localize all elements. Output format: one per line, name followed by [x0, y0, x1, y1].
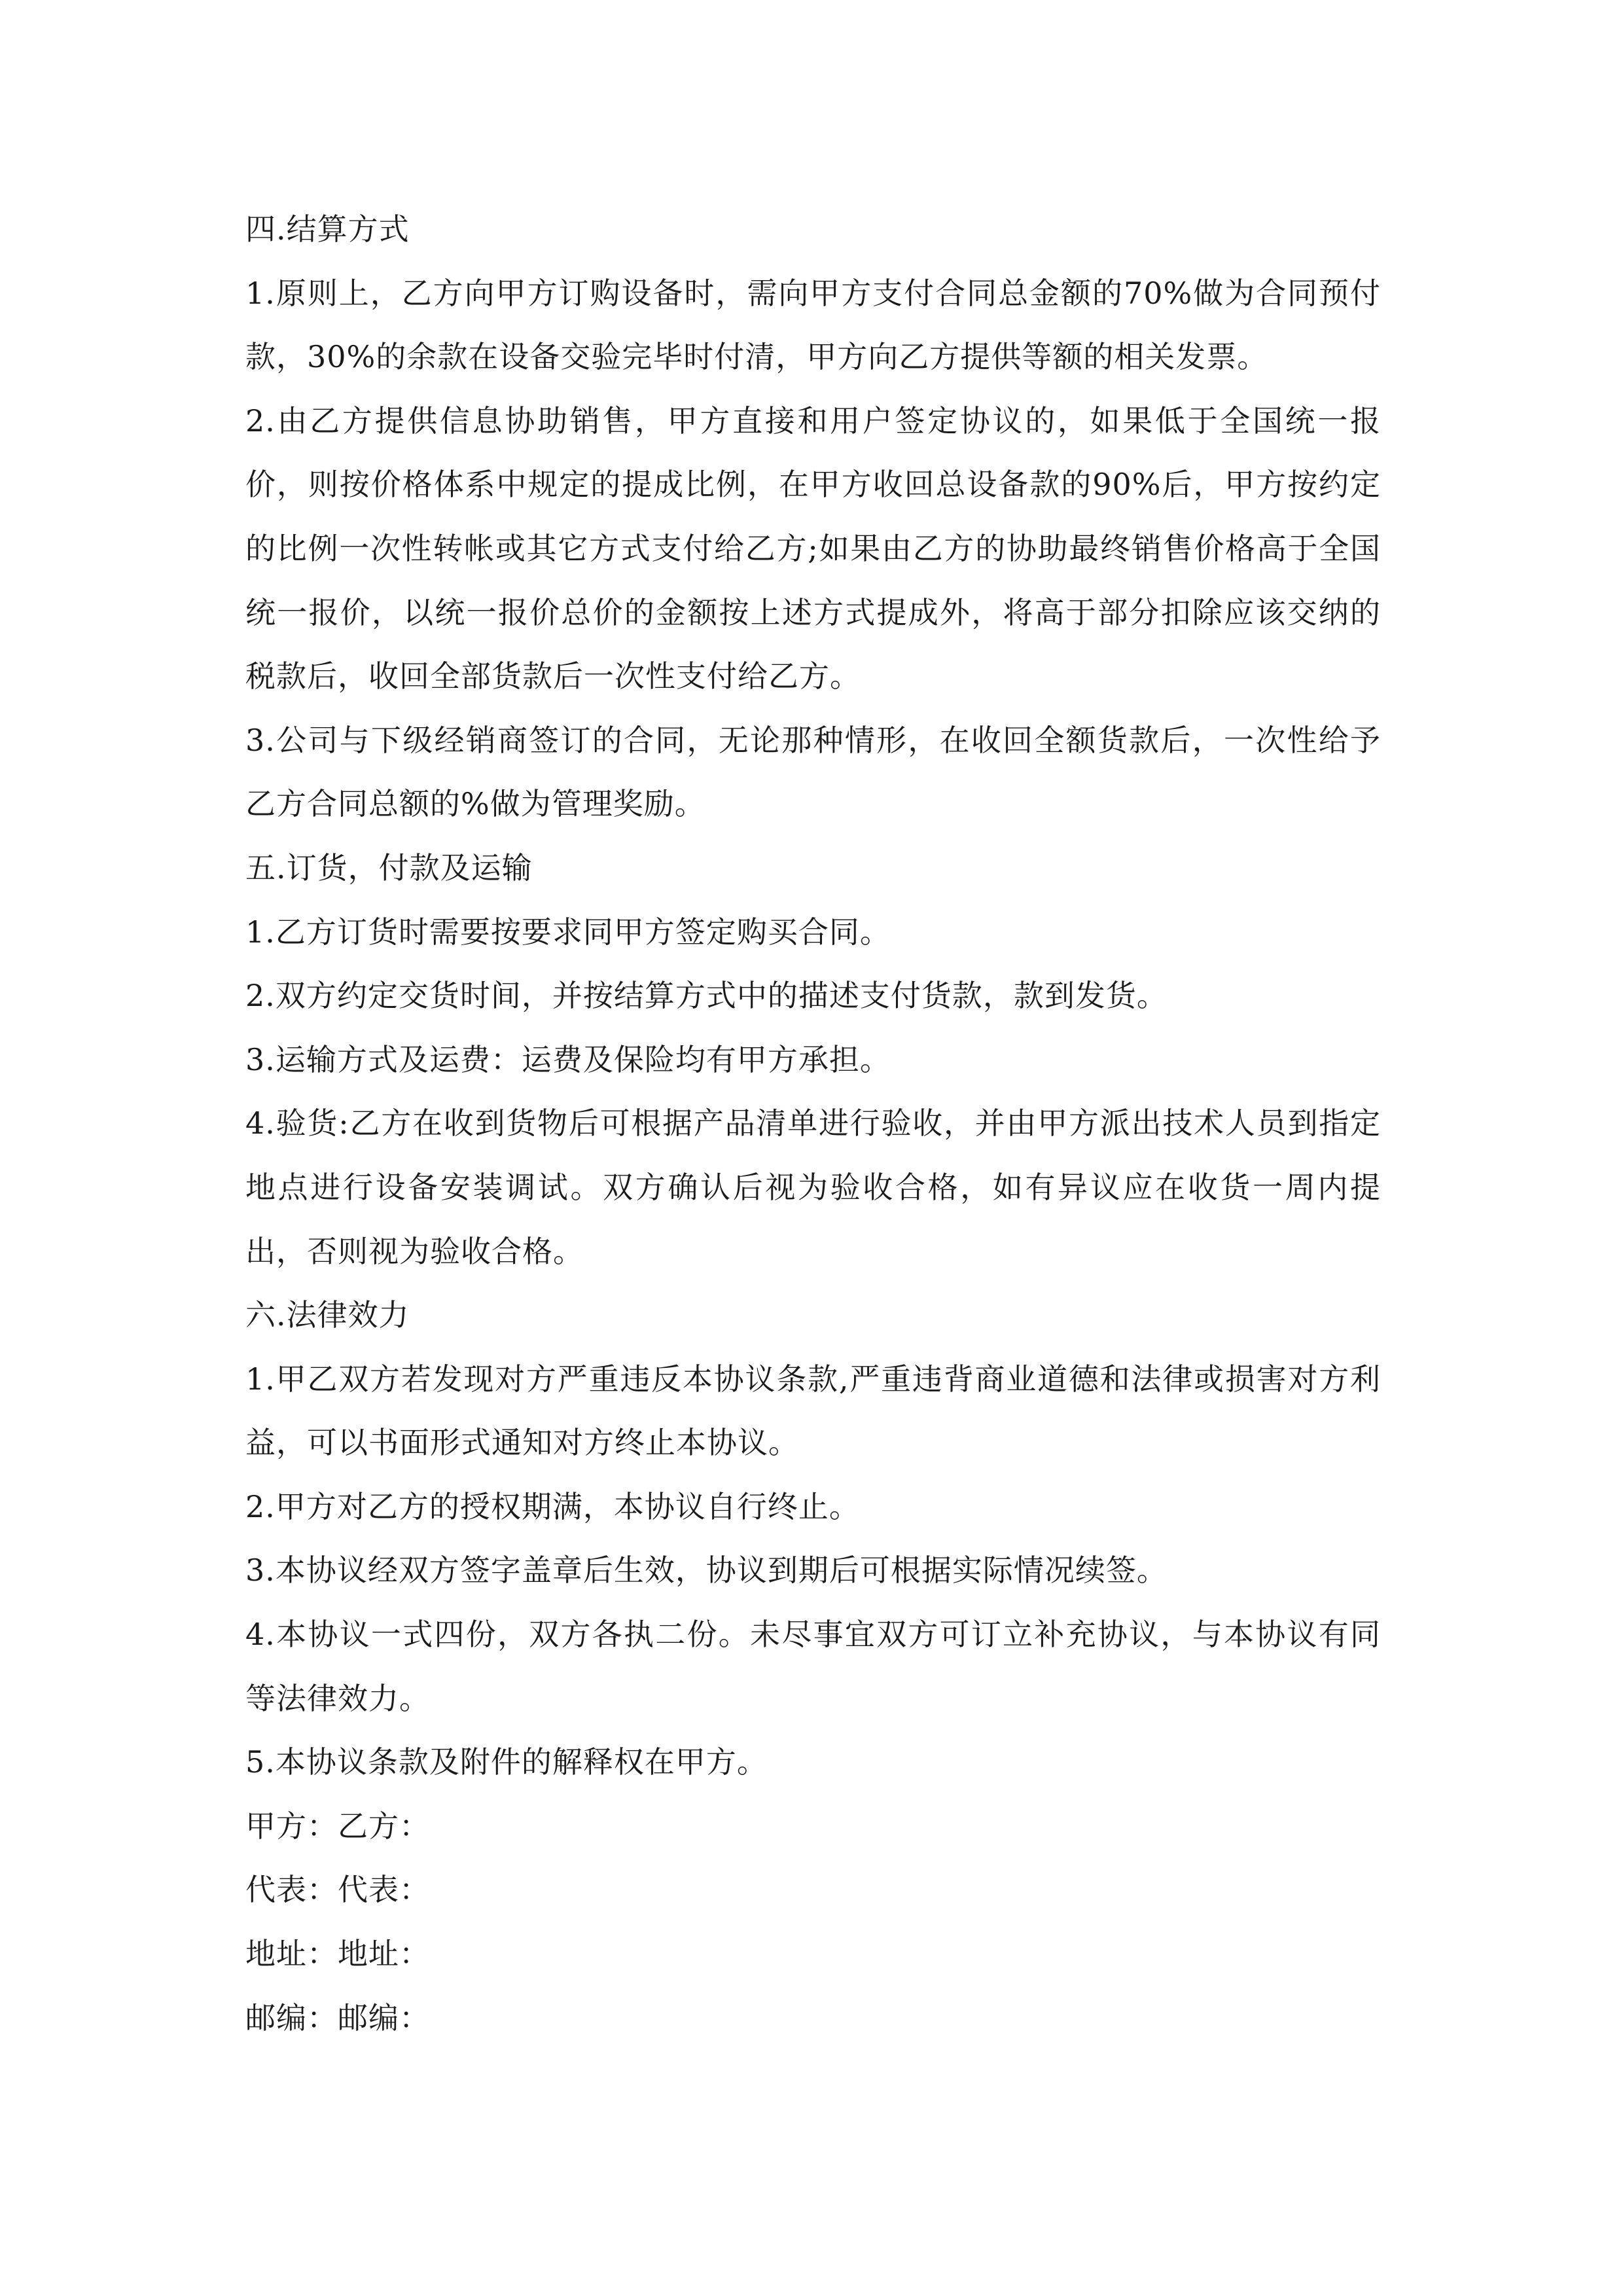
clause-4-1: 1.原则上，乙方向甲方订购设备时，需向甲方支付合同总金额的70%做为合同预付款，30%的余款在设备交验完毕时付清，甲方向乙方提供等额的相关发票。: [245, 275, 1381, 375]
section-heading-settlement: 四.结算方式: [245, 211, 410, 247]
clause-6-2: 2.甲方对乙方的授权期满，本协议自行终止。: [245, 1488, 860, 1524]
signature-address-line: 地址：地址：: [245, 1936, 430, 1972]
clause-6-1: 1.甲乙双方若发现对方严重违反本协议条款,严重违背商业道德和法律或损害对方利益，可以书面形式通知对方终止本协议。: [245, 1361, 1381, 1461]
clause-6-4: 4.本协议一式四份，双方各执二份。未尽事宜双方可订立补充协议，与本协议有同等法律效力。: [245, 1617, 1381, 1716]
signature-representative-line: 代表：代表：: [245, 1872, 430, 1908]
clause-6-5: 5.本协议条款及附件的解释权在甲方。: [245, 1744, 768, 1780]
signature-party-line: 甲方：乙方：: [245, 1808, 430, 1844]
clause-6-3: 3.本协议经双方签字盖章后生效，协议到期后可根据实际情况续签。: [245, 1552, 1168, 1588]
clause-5-2: 2.双方约定交货时间，并按结算方式中的描述支付货款，款到发货。: [245, 978, 1168, 1014]
clause-5-3: 3.运输方式及运费：运费及保险均有甲方承担。: [245, 1041, 891, 1077]
signature-postcode-line: 邮编：邮编：: [245, 2000, 430, 2036]
clause-5-1: 1.乙方订货时需要按要求同甲方签定购买合同。: [245, 914, 891, 950]
clause-4-2: 2.由乙方提供信息协助销售，甲方直接和用户签定协议的，如果低于全国统一报价，则按价格体系中规定的提成比例，在甲方收回总设备款的90%后，甲方按约定的比例一次性转帐或其它方式支付给乙方;如果由乙方的协助最终销售价格高于全国统一报价，以统一报价总价的金额按上述方式提成外，将高于部分扣除应该交纳的税款后，收回全部货款后一次性支付给乙方。: [245, 403, 1381, 694]
section-heading-ordering: 五.订货，付款及运输: [245, 850, 533, 886]
clause-4-3: 3.公司与下级经销商签订的合同，无论那种情形，在收回全额货款后，一次性给予乙方合同总额的%做为管理奖励。: [245, 722, 1381, 822]
section-heading-legal-effect: 六.法律效力: [245, 1297, 410, 1333]
clause-5-4: 4.验货:乙方在收到货物后可根据产品清单进行验收，并由甲方派出技术人员到指定地点进行设备安装调试。双方确认后视为验收合格，如有异议应在收货一周内提出，否则视为验收合格。: [245, 1105, 1381, 1269]
document-body: [245, 198, 1381, 2050]
